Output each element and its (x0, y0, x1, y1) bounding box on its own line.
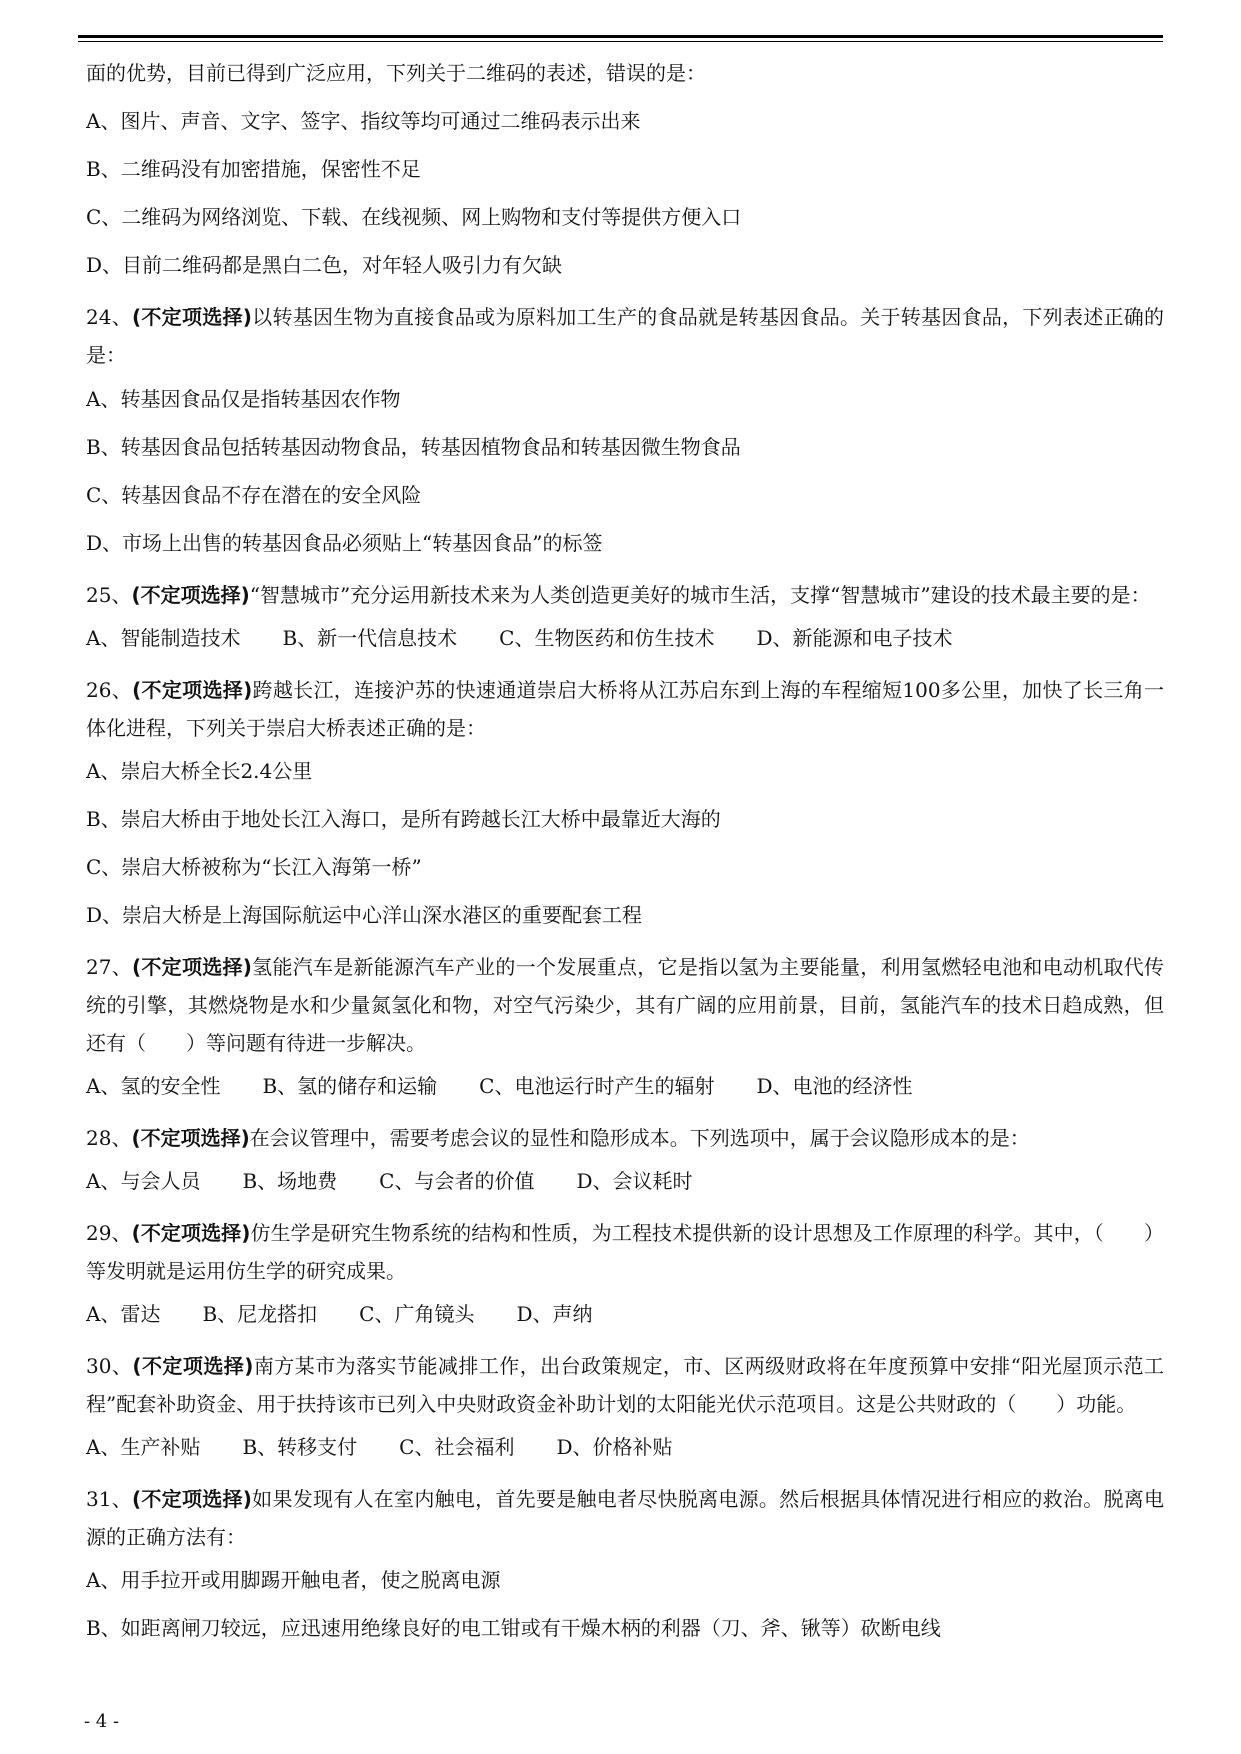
question-type-tag: (不定项选择) (132, 1487, 252, 1511)
q23-option-c: C、二维码为网络浏览、下载、在线视频、网上购物和支付等提供方便入口 (86, 205, 742, 229)
question-29 (86, 1214, 1164, 1290)
question-27 (86, 948, 1164, 1062)
q29-option-d: D、声纳 (516, 1302, 593, 1326)
q31-option-b: B、如距离闸刀较远，应迅速用绝缘良好的电工钳或有干燥木柄的利器（刀、斧、锹等）砍断电线 (86, 1616, 941, 1640)
q28-option-d: D、会议耗时 (576, 1169, 693, 1193)
question-number: 26、 (86, 678, 133, 702)
question-26 (86, 671, 1164, 747)
q25-options (86, 623, 1164, 671)
question-number: 30、 (86, 1354, 133, 1378)
q30-options (86, 1432, 1164, 1480)
q30-option-d: D、价格补贴 (556, 1435, 673, 1459)
q24-option-d: D、市场上出售的转基因食品必须贴上“转基因食品”的标签 (86, 531, 603, 555)
q26-option-d: D、崇启大桥是上海国际航运中心洋山深水港区的重要配套工程 (86, 903, 643, 927)
q29-option-a: A、雷达 (86, 1302, 161, 1326)
question-text: 在会议管理中，需要考虑会议的显性和隐形成本。下列选项中，属于会议隐形成本的是： (249, 1126, 1030, 1150)
q27-option-b: B、氢的储存和运输 (262, 1074, 438, 1098)
question-30 (86, 1347, 1164, 1423)
q29-options (86, 1299, 1164, 1347)
document-body (86, 58, 1164, 1661)
question-text: 如果发现有人在室内触电，首先要是触电者尽快脱离电源。然后根据具体情况进行相应的救治。脱离电源的正确方法有： (86, 1487, 1165, 1549)
question-text: 南方某市为落实节能减排工作，出台政策规定，市、区两级财政将在年度预算中安排“阳光屋顶示范工程”配套补助资金、用于扶持该市已列入中央财政资金补助计划的太阳能光伏示范项目。这是公共财政的（ ）功能。 (86, 1354, 1165, 1416)
q25-option-a: A、智能制造技术 (86, 626, 241, 650)
question-text: 氢能汽车是新能源汽车产业的一个发展重点，它是指以氢为主要能量，利用氢燃轻电池和电动机取代传统的引擎，其燃烧物是水和少量氮氢化和物，对空气污染少，其有广阔的应用前景，目前，氢能汽车的技术日趋成熟，但还有（ ）等问题有待进一步解决。 (86, 955, 1165, 1055)
q28-option-c: C、与会者的价值 (379, 1169, 535, 1193)
q27-option-a: A、氢的安全性 (86, 1074, 221, 1098)
question-type-tag: (不定项选择) (131, 583, 250, 607)
q26-option-b: B、崇启大桥由于地处长江入海口，是所有跨越长江大桥中最靠近大海的 (86, 807, 721, 831)
question-type-tag: (不定项选择) (132, 1354, 254, 1378)
question-number: 28、 (86, 1126, 132, 1150)
q28-option-b: B、场地费 (242, 1169, 338, 1193)
intro-line: 面的优势，目前已得到广泛应用，下列关于二维码的表述，错误的是： (86, 61, 706, 85)
q30-option-b: B、转移支付 (242, 1435, 358, 1459)
q26-option-a: A、崇启大桥全长2.4公里 (86, 759, 313, 783)
q30-option-c: C、社会福利 (399, 1435, 515, 1459)
question-24 (86, 298, 1164, 374)
header-rule-thick (78, 35, 1163, 38)
q29-option-b: B、尼龙搭扣 (202, 1302, 318, 1326)
question-number: 31、 (86, 1487, 132, 1511)
q25-option-c: C、生物医药和仿生技术 (499, 626, 715, 650)
question-text: 以转基因生物为直接食品或为原料加工生产的食品就是转基因食品。关于转基因食品，下列表述正确的是： (86, 305, 1165, 367)
question-number: 24、 (86, 305, 132, 329)
q27-option-c: C、电池运行时产生的辐射 (479, 1074, 715, 1098)
page-number: - 4 - (84, 1711, 120, 1732)
q25-option-b: B、新一代信息技术 (282, 626, 458, 650)
question-text: 仿生学是研究生物系统的结构和性质，为工程技术提供新的设计思想及工作原理的科学。其中，（ ）等发明就是运用仿生学的研究成果。 (86, 1221, 1165, 1283)
q23-option-a: A、图片、声音、文字、签字、指纹等均可通过二维码表示出来 (86, 109, 641, 133)
question-25 (86, 576, 1164, 614)
q27-options (86, 1071, 1164, 1119)
q27-option-d: D、电池的经济性 (756, 1074, 913, 1098)
q29-option-c: C、广角镜头 (359, 1302, 475, 1326)
question-text: 跨越长江，连接沪苏的快速通道崇启大桥将从江苏启东到上海的车程缩短100多公里，加快了长三角一体化进程，下列关于崇启大桥表述正确的是： (86, 678, 1164, 740)
q28-option-a: A、与会人员 (86, 1169, 201, 1193)
q28-options (86, 1166, 1164, 1214)
question-text: “智慧城市”充分运用新技术来为人类创造更美好的城市生活，支撑“智慧城市”建设的技术最主要的是： (249, 583, 1151, 607)
question-31 (86, 1480, 1164, 1556)
question-type-tag: (不定项选择) (131, 1126, 250, 1150)
question-28 (86, 1119, 1164, 1157)
q23-option-d: D、目前二维码都是黑白二色，对年轻人吸引力有欠缺 (86, 253, 563, 277)
question-number: 27、 (86, 955, 132, 979)
question-number: 29、 (86, 1221, 132, 1245)
question-type-tag: (不定项选择) (132, 305, 252, 329)
q23-option-b: B、二维码没有加密措施，保密性不足 (86, 157, 421, 181)
q24-option-b: B、转基因食品包括转基因动物食品，转基因植物食品和转基因微生物食品 (86, 435, 741, 459)
question-number: 25、 (86, 583, 132, 607)
q30-option-a: A、生产补贴 (86, 1435, 201, 1459)
header-rule-thin (78, 41, 1163, 42)
q25-option-d: D、新能源和电子技术 (756, 626, 953, 650)
question-type-tag: (不定项选择) (132, 678, 253, 702)
question-type-tag: (不定项选择) (131, 1221, 251, 1245)
q24-option-a: A、转基因食品仅是指转基因农作物 (86, 387, 401, 411)
q24-option-c: C、转基因食品不存在潜在的安全风险 (86, 483, 422, 507)
q31-option-a: A、用手拉开或用脚踢开触电者，使之脱离电源 (86, 1568, 501, 1592)
q26-option-c: C、崇启大桥被称为“长江入海第一桥” (86, 855, 422, 879)
question-type-tag: (不定项选择) (132, 955, 252, 979)
